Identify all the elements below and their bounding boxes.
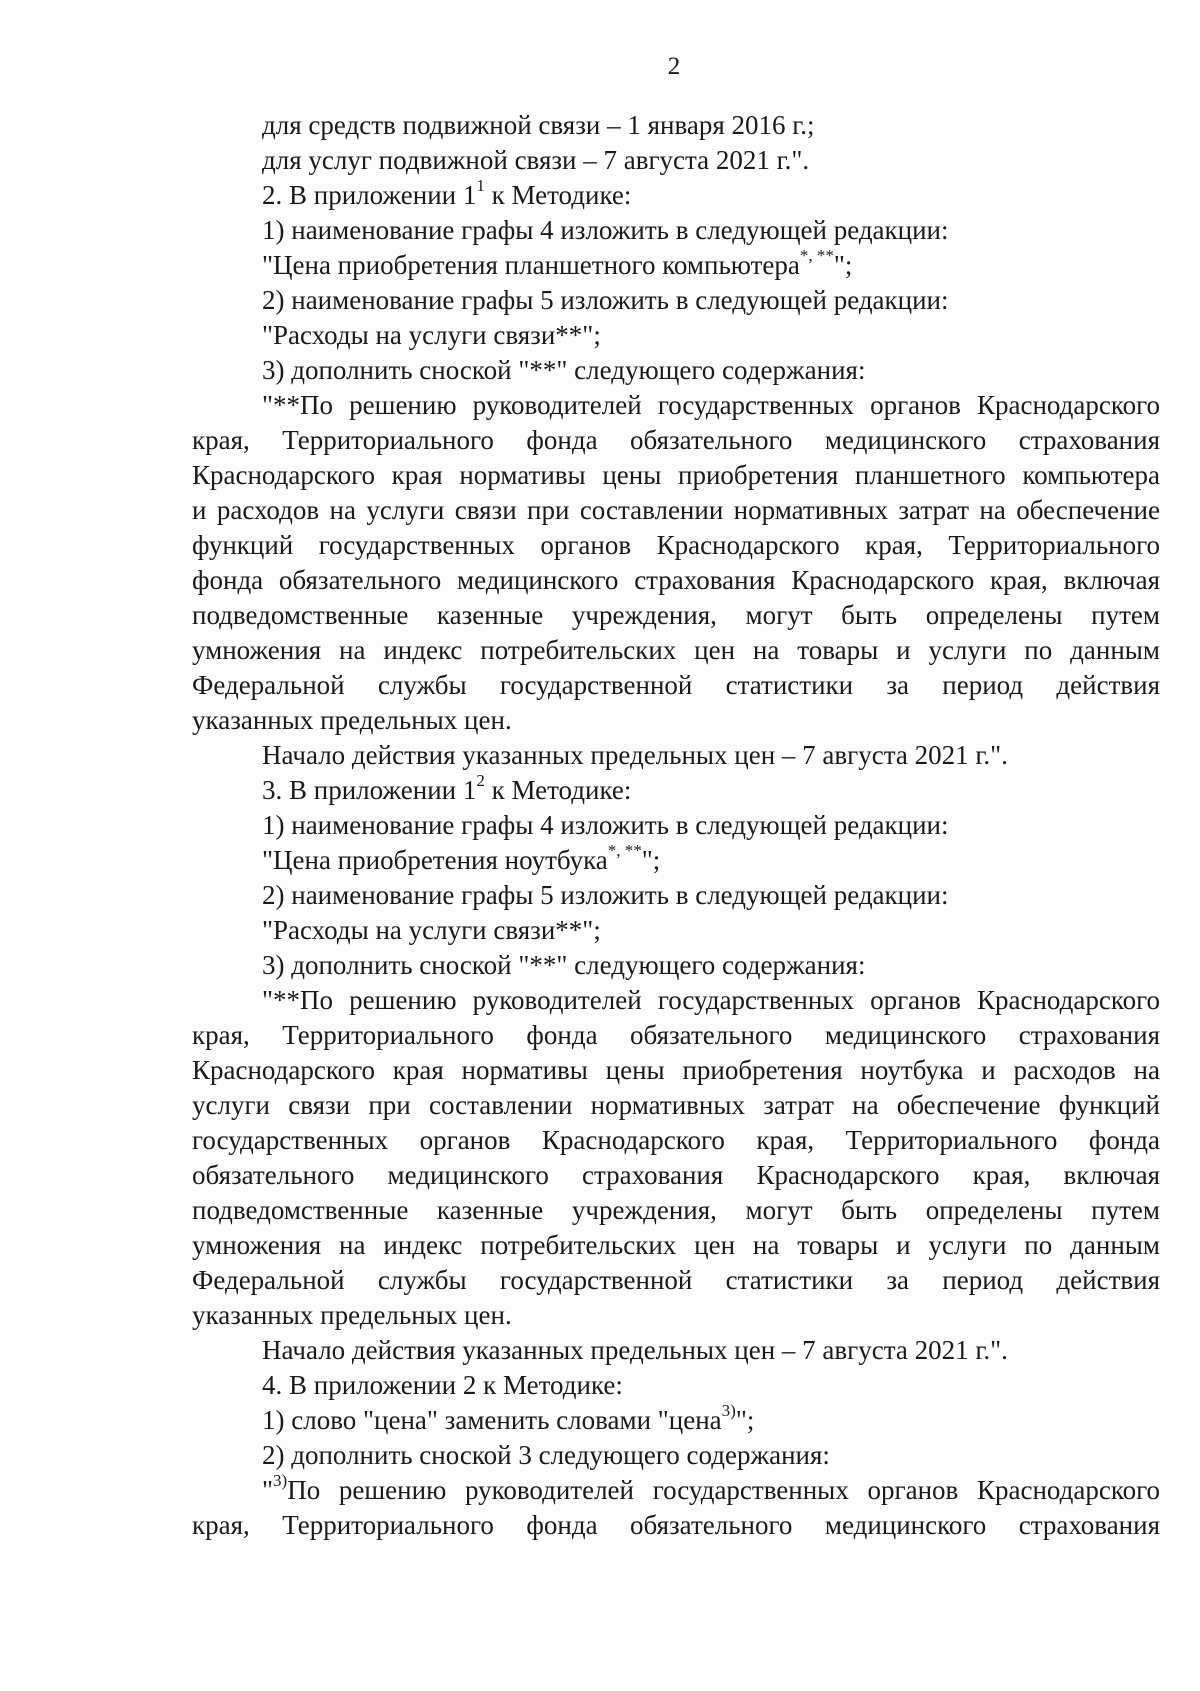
text-line: фонда обязательного медицинского страхования Краснодарского края, включая	[192, 565, 1160, 595]
text-line: для средств подвижной связи – 1 января 2016 г.;	[262, 110, 815, 140]
text-line: края, Территориального фонда обязательного медицинского страхования	[192, 425, 1160, 455]
line-text: 2. В приложении 1	[262, 180, 477, 210]
text-line: края, Территориального фонда обязательного медицинского страхования	[192, 1510, 1160, 1540]
text-line: 2) наименование графы 5 изложить в следующей редакции:	[262, 285, 949, 315]
text-line	[192, 1473, 1160, 1508]
superscript: 3)	[273, 1471, 288, 1490]
line-text: 3. В приложении 1	[262, 775, 477, 805]
text-line: "Расходы на услуги связи**";	[262, 915, 601, 945]
text-line: края, Территориального фонда обязательного медицинского страхования	[192, 1020, 1160, 1050]
text-line	[192, 248, 1160, 283]
text-line: "Расходы на услуги связи**";	[262, 320, 601, 350]
text-line: 1) наименование графы 4 изложить в следующей редакции:	[262, 810, 949, 840]
text-line	[192, 1403, 1160, 1438]
text-line: услуги связи при составлении нормативных затрат на обеспечение функций	[192, 1090, 1160, 1120]
text-line: 2) дополнить сноской 3 следующего содержания:	[262, 1440, 830, 1470]
line-text: ";	[833, 250, 853, 280]
text-line: государственных органов Краснодарского края, Территориального фонда	[192, 1125, 1160, 1155]
text-line: указанных предельных цен.	[192, 1300, 512, 1330]
text-line: умножения на индекс потребительских цен на товары и услуги по данным	[192, 635, 1160, 665]
text-line: и расходов на услуги связи при составлении нормативных затрат на обеспечение	[192, 495, 1160, 525]
text-line: Федеральной службы государственной статистики за период действия	[192, 670, 1160, 700]
text-line: 3) дополнить сноской "**" следующего содержания:	[262, 355, 866, 385]
text-line: функций государственных органов Краснодарского края, Территориального	[192, 530, 1160, 560]
line-text: ";	[641, 845, 661, 875]
text-line: Начало действия указанных предельных цен – 7 августа 2021 г.".	[262, 740, 1008, 770]
document-body	[192, 108, 1160, 1543]
text-line: Краснодарского края нормативы цены приобретения ноутбука и расходов на	[192, 1055, 1160, 1085]
superscript: *, **	[799, 246, 834, 265]
superscript: 3)	[721, 1401, 736, 1420]
line-text: 1) слово "цена" заменить словами "цена	[262, 1405, 722, 1435]
text-line: "**По решению руководителей государственных органов Краснодарского	[262, 390, 1160, 420]
text-line: 3) дополнить сноской "**" следующего содержания:	[262, 950, 866, 980]
line-text: "	[262, 1475, 274, 1505]
line-text: к Методике:	[484, 180, 632, 210]
line-text: ";	[735, 1405, 755, 1435]
text-line: Федеральной службы государственной статистики за период действия	[192, 1265, 1160, 1295]
text-line: "**По решению руководителей государственных органов Краснодарского	[262, 985, 1160, 1015]
line-text: к Методике:	[484, 775, 632, 805]
text-line: Начало действия указанных предельных цен – 7 августа 2021 г.".	[262, 1335, 1008, 1365]
text-line	[192, 178, 1160, 213]
superscript: *, **	[607, 841, 642, 860]
line-text: По решению руководителей государственных органов Краснодарского	[287, 1475, 1160, 1505]
line-text: "Цена приобретения планшетного компьютера	[262, 250, 800, 280]
line-text: "Цена приобретения ноутбука	[262, 845, 608, 875]
text-line: 1) наименование графы 4 изложить в следующей редакции:	[262, 215, 949, 245]
text-line: 4. В приложении 2 к Методике:	[262, 1370, 623, 1400]
superscript: 2	[476, 771, 485, 790]
text-line: 2) наименование графы 5 изложить в следующей редакции:	[262, 880, 949, 910]
text-line: подведомственные казенные учреждения, могут быть определены путем	[192, 1195, 1160, 1225]
text-line: обязательного медицинского страхования Краснодарского края, включая	[192, 1160, 1160, 1190]
text-line	[192, 843, 1160, 878]
text-line: подведомственные казенные учреждения, могут быть определены путем	[192, 600, 1160, 630]
text-line: умножения на индекс потребительских цен на товары и услуги по данным	[192, 1230, 1160, 1260]
text-line: указанных предельных цен.	[192, 705, 512, 735]
text-line: для услуг подвижной связи – 7 августа 2021 г.".	[262, 145, 810, 175]
text-line: Краснодарского края нормативы цены приобретения планшетного компьютера	[192, 460, 1160, 490]
superscript: 1	[476, 176, 485, 195]
text-line	[192, 773, 1160, 808]
page-number: 2	[667, 53, 681, 80]
